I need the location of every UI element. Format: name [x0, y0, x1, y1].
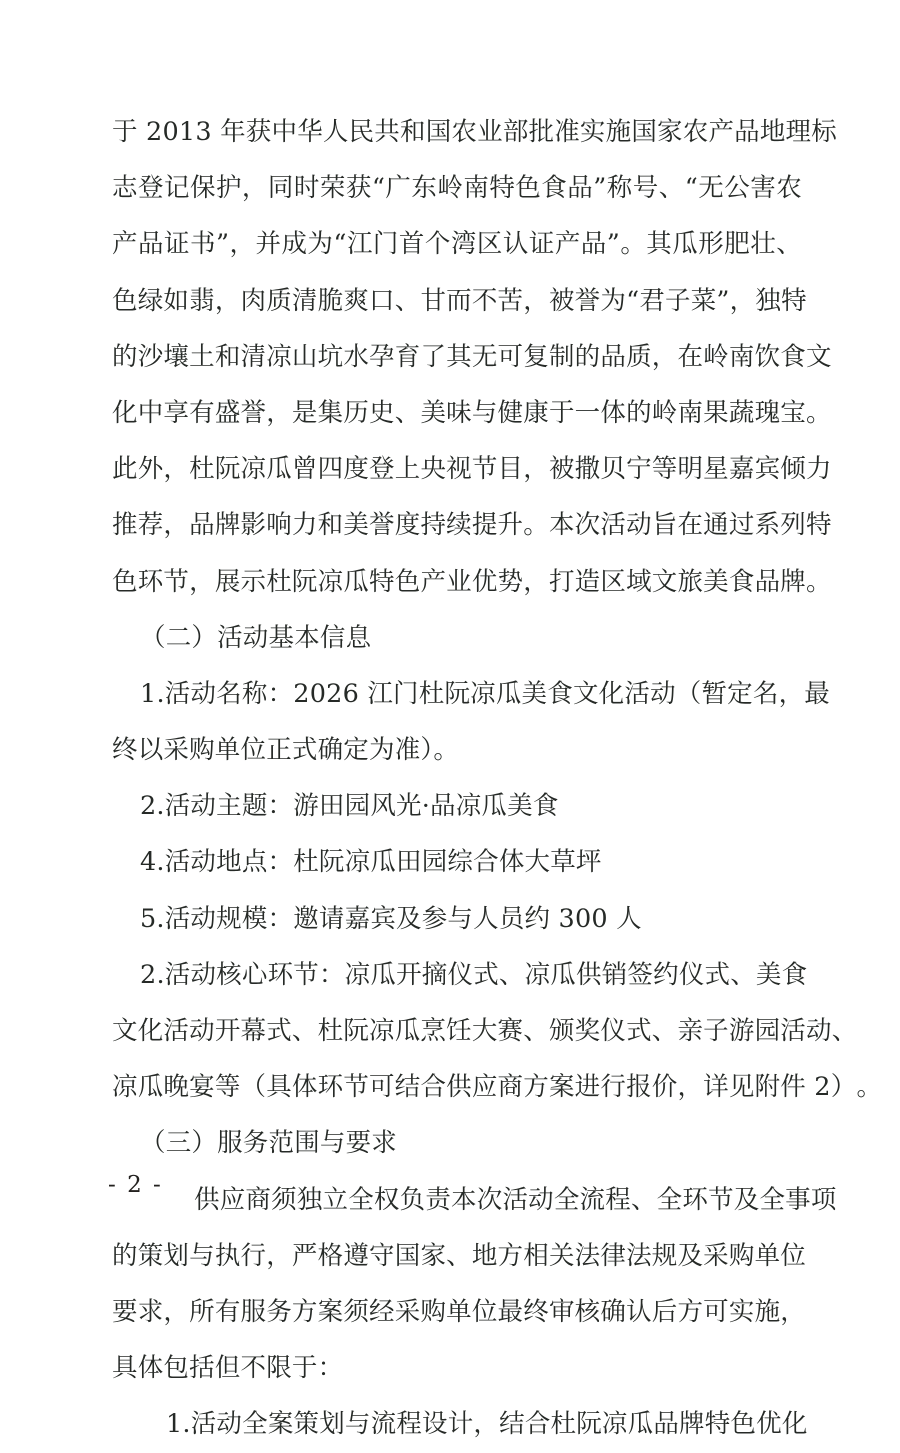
document-line: 的 策 划 与 执 行 ， 严 格 遵 守 国 家 、 地 方 相 关 法 律 法 规 及 采 购 单 位 [112, 1240, 806, 1271]
document-line: 具体包括但不限于： [112, 1353, 344, 1384]
document-line: 5.活动规模：邀请嘉宾及参与人员约 300 人 [140, 903, 642, 934]
document-line: 终以采购单位正式确定为准）。 [112, 735, 460, 766]
document-line: 供 应 商 须 独 立 全 权 负 责 本 次 活 动 全 流 程 、 全 环 节 及 全 事 项 [194, 1184, 837, 1215]
document-line: 于 2 0 1 3 年 获 中 华 人 民 共 和 国 农 业 部 批 准 实 施 国 家 农 产 品 地 理 标 [112, 117, 837, 147]
document-line: 此 外 ， 杜 阮 凉 瓜 曾 四 度 登 上 央 视 节 目 ， 被 撒 贝 宁 等 明 星 嘉 宾 倾 力 [112, 454, 832, 485]
document-line: 色 环 节 ， 展 示 杜 阮 凉 瓜 特 色 产 业 优 势 ， 打 造 区 域 文 旅 美 食 品 牌 。 [112, 566, 832, 597]
document-line: 化 中 享 有 盛 誉 ， 是 集 历 史 、 美 味 与 健 康 于 一 体 的 岭 南 果 蔬 瑰 宝 。 [112, 397, 832, 428]
document-line: 1 . 活 动 名 称 ： 2 0 2 6 江 门 杜 阮 凉 瓜 美 食 文 化 活 动 （ 暂 定 名 ， 最 [140, 678, 830, 709]
document-line: 2 . 活 动 核 心 环 节 ： 凉 瓜 开 摘 仪 式 、 凉 瓜 供 销 签 约 仪 式 、 美 食 [140, 959, 808, 990]
document-line: 推 荐 ， 品 牌 影 响 力 和 美 誉 度 持 续 提 升 。 本 次 活 动 旨 在 通 过 系 列 特 [112, 510, 832, 541]
document-line: 志 登 记 保 护 ， 同 时 荣 获 “ 广 东 岭 南 特 色 食 品 ” 称 号 、 “ 无 公 害 农 [112, 173, 802, 204]
document-line: 文 化 活 动 开 幕 式 、 杜 阮 凉 瓜 烹 饪 大 赛 、 颁 奖 仪 式 、 亲 子 游 园 活 动 、 [112, 1016, 858, 1046]
document-line: 色 绿 如 翡 ， 肉 质 清 脆 爽 口 、 甘 而 不 苦 ， 被 誉 为 “ 君 子 菜 ” ， 独 特 [112, 285, 807, 316]
document-line: 4.活动地点：杜阮凉瓜田园综合体大草坪 [140, 847, 602, 878]
document-line: 2.活动主题：游田园风光·品凉瓜美食 [140, 791, 559, 822]
document-line: 产 品 证 书 ” ， 并 成 为 “ 江 门 首 个 湾 区 认 证 产 品 ” 。 其 瓜 形 肥 壮 、 [112, 229, 802, 260]
document-line: 要 求 ， 所 有 服 务 方 案 须 经 采 购 单 位 最 终 审 核 确 认 后 方 可 实 施 ， [112, 1296, 806, 1327]
document-line: 的 沙 壤 土 和 清 凉 山 坑 水 孕 育 了 其 无 可 复 制 的 品 质 ， 在 岭 南 饮 食 文 [112, 341, 832, 372]
document-line: （三）服务范围与要求 [140, 1128, 398, 1159]
document-body [112, 104, 883, 1453]
page-number: - 2 - [108, 1172, 163, 1198]
document-line: 凉 瓜 晚 宴 等 （ 具 体 环 节 可 结 合 供 应 商 方 案 进 行 报 价 ， 详 见 附 件 2 ） 。 [112, 1072, 883, 1103]
document-line: （二）活动基本信息 [140, 622, 372, 653]
document-line: 1.活动全案策划与流程设计，结合杜阮凉瓜品牌特色优化 [166, 1409, 808, 1440]
